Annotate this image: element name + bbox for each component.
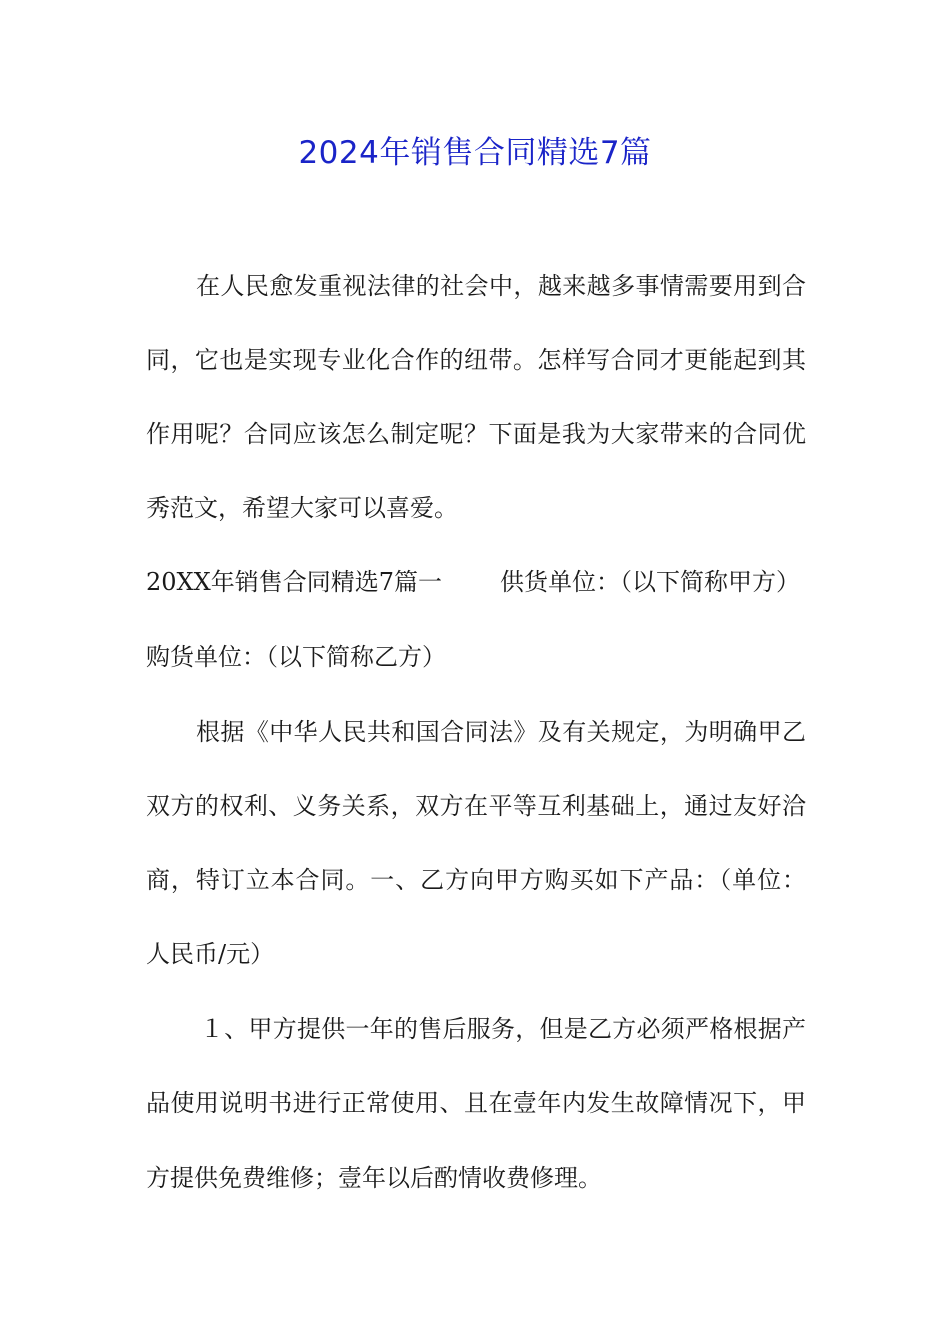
document-title: 2024年销售合同精选7篇 <box>298 135 652 171</box>
clause-intro-line-2: 双方的权利、义务关系，双方在平等互利基础上，通过友好洽 <box>146 792 806 820</box>
clause-1-line-1: １、甲方提供一年的售后服务，但是乙方必须严格根据产 <box>200 1015 806 1043</box>
section-heading-line <box>146 562 806 602</box>
clause-intro-line-3: 商，特订立本合同。一、乙方向甲方购买如下产品：（单位： <box>146 866 806 894</box>
intro-line-2: 同，它也是实现专业化合作的纽带。怎样写合同才更能起到其 <box>146 346 806 374</box>
section-heading: 20XX年销售合同精选7篇一 <box>146 568 442 596</box>
clause-1-line-3: 方提供免费维修；壹年以后酌情收费修理。 <box>146 1164 602 1192</box>
intro-line-4: 秀范文，希望大家可以喜爱。 <box>146 494 458 522</box>
clause-intro-line-1: 根据《中华人民共和国合同法》及有关规定，为明确甲乙 <box>196 718 806 746</box>
intro-line-3: 作用呢？合同应该怎么制定呢？下面是我为大家带来的合同优 <box>146 420 806 448</box>
buyer-label: 购货单位：（以下简称乙方） <box>146 643 446 671</box>
clause-1-line-2: 品使用说明书进行正常使用、且在壹年内发生故障情况下，甲 <box>146 1089 806 1117</box>
intro-line-1: 在人民愈发重视法律的社会中，越来越多事情需要用到合 <box>196 272 806 300</box>
clause-intro-line-4: 人民币/元） <box>146 940 275 968</box>
supplier-label: 供货单位：（以下简称甲方） <box>499 568 800 596</box>
